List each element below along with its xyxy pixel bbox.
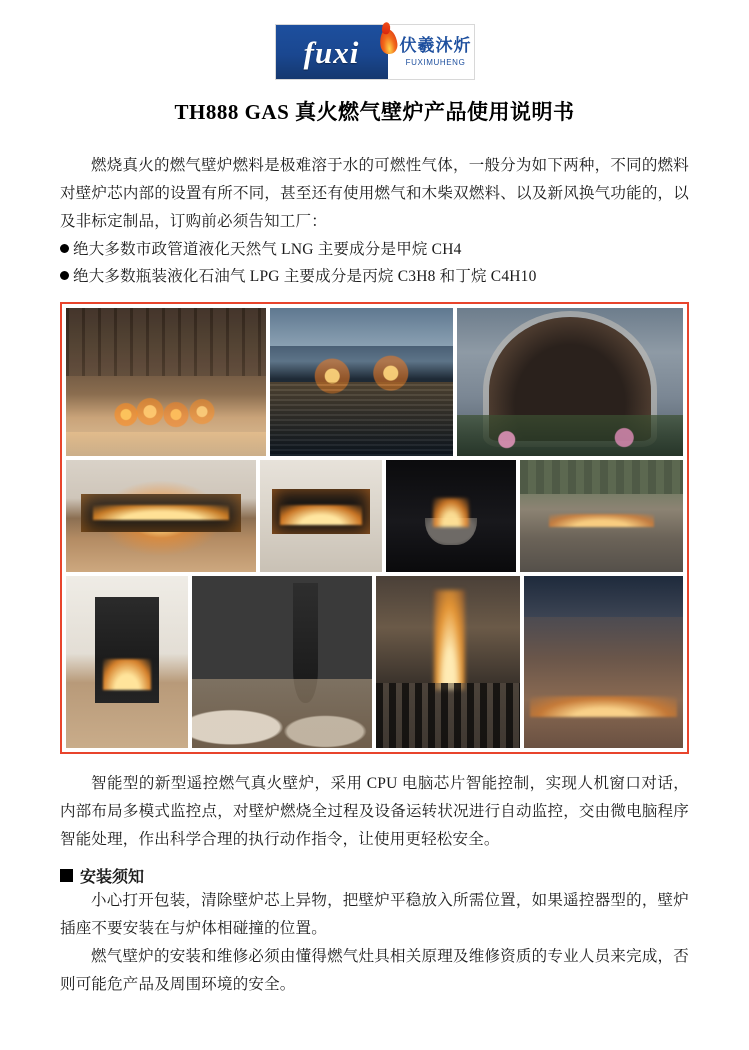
bullet-dot-icon (60, 244, 69, 253)
logo-header (60, 0, 689, 80)
smart-control-paragraph: 智能型的新型遥控燃气真火壁炉，采用 CPU 电脑芯片智能控制，实现人机窗口对话，内部布局多模式监控点，对壁炉燃烧全过程及设备运转状况进行自动监控，交由微电脑程序智能处理，作出科学合理的执行动作指令，让使用更轻松安全。 (60, 775, 689, 848)
fuel-bullet-lng-text: 绝大多数市政管道液化天然气 LNG 主要成分是甲烷 CH4 (73, 241, 462, 258)
logo-latin-text: fuxi (303, 34, 360, 70)
fuel-bullet-lng (60, 236, 689, 263)
collage-row (66, 460, 683, 572)
logo-pinyin-text: FUXIMUHENG (405, 57, 466, 67)
installation-paragraph-2: 燃气壁炉的安装和维修必须由懂得燃气灶具相关原理及维修资质的专业人员来完成，否则可能危产品及周围环境的安全。 (60, 948, 689, 993)
photo-lobby-long-linear-fireplace (66, 308, 266, 456)
fuel-bullet-lpg (60, 263, 689, 290)
photo-outdoor-fire-bowl (386, 460, 516, 572)
brand-logo (275, 24, 475, 80)
installation-notice-heading-text: 安装须知 (80, 869, 145, 886)
logo-text-panel (388, 25, 474, 79)
photo-wall-linear-fireplace (66, 460, 256, 572)
bullet-dot-icon (60, 271, 69, 280)
page-title: TH888 GAS 真火燃气壁炉产品使用说明书 (174, 100, 575, 124)
square-bullet-icon (60, 869, 73, 882)
photo-built-in-fireplace-insert (260, 460, 382, 572)
installation-notice-heading (60, 864, 689, 887)
photo-three-sided-glass-fireplace (66, 576, 188, 748)
photo-courtyard-fire-table (520, 460, 683, 572)
logo-blue-panel (276, 25, 388, 79)
photo-poolside-twin-fire-bowls (270, 308, 453, 456)
photo-rooftop-terrace-fire-line (524, 576, 683, 748)
fuel-bullet-lpg-text: 绝大多数瓶装液化石油气 LPG 主要成分是丙烷 C3H8 和丁烷 C4H10 (73, 268, 537, 285)
collage-row (66, 576, 683, 748)
installation-paragraph-1: 小心打开包装，清除壁炉芯上异物，把壁炉平稳放入所需位置，如果遥控器型的，壁炉插座不要安装在与炉体相碰撞的位置。 (60, 892, 689, 937)
photo-living-room-suspended-fireplace (192, 576, 372, 748)
intro-paragraph: 燃烧真火的燃气壁炉燃料是极难溶于水的可燃性气体，一般分为如下两种，不同的燃料对壁炉芯内部的设置有所不同，甚至还有使用燃气和木柴双燃料、以及新风换气功能的，以及非标定制品，订购前必须告知工厂： (60, 157, 689, 230)
product-photo-collage (60, 302, 689, 754)
logo-chinese-text: 伏羲沐炘 (399, 36, 472, 56)
photo-garden-arch-fireplace (457, 308, 683, 456)
photo-banquet-tower-flame (376, 576, 520, 748)
collage-row (66, 308, 683, 456)
